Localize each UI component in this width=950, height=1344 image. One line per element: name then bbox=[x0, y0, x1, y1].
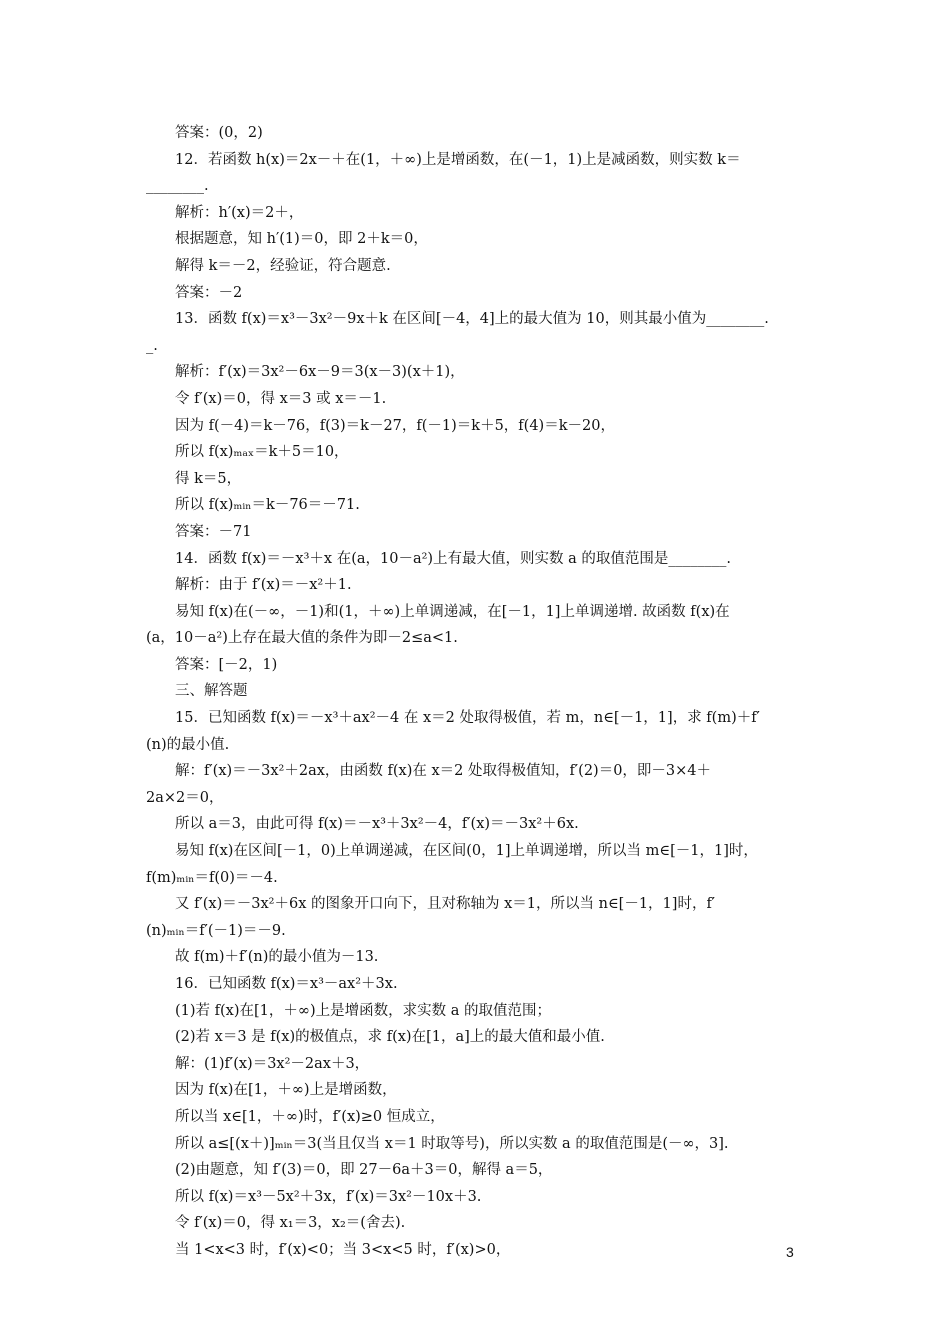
text-line: 答案：(0，2) bbox=[175, 125, 263, 141]
text-line: 所以 f(x)ₘᵢₙ＝k－76＝－71. bbox=[175, 497, 360, 514]
text-line: 16．已知函数 f(x)＝x³－ax²＋3x. bbox=[175, 976, 398, 992]
text-line: (2)由题意，知 f′(3)＝0，即 27－6a＋3＝0，解得 a＝5， bbox=[175, 1162, 553, 1179]
text-line: 又 f′(x)＝－3x²＋6x 的图象开口向下，且对称轴为 x＝1，所以当 n∈[－1，1]时，f′ bbox=[175, 896, 716, 913]
page-number: 3 bbox=[786, 1244, 794, 1260]
text-line: 解：f′(x)＝－3x²＋2ax，由函数 f(x)在 x＝2 处取得极值知，f′(2)＝0，即－3×4＋ bbox=[175, 763, 712, 780]
text-line: _. bbox=[146, 337, 158, 354]
text-line: 14．函数 f(x)＝－x³＋x 在(a，10－a²)上有最大值，则实数 a 的取值范围是________. bbox=[175, 550, 732, 567]
text-line: (n)的最小值. bbox=[146, 736, 230, 753]
text-line: 13．函数 f(x)＝x³－3x²－9x＋k 在区间[－4，4]上的最大值为 10，则其最小值为________. bbox=[175, 311, 769, 328]
text-line: 三、解答题 bbox=[175, 683, 248, 700]
text-line: 易知 f(x)在区间[－1，0)上单调递减，在区间(0，1]上单调递增，所以当 m∈[－1，1]时， bbox=[175, 843, 758, 860]
text-line: 易知 f(x)在(－∞，－1)和(1，＋∞)上单调递减，在[－1，1]上单调递增. 故函数 f(x)在 bbox=[175, 603, 730, 620]
text-line: 令 f′(x)＝0，得 x＝3 或 x＝－1. bbox=[175, 390, 387, 407]
text-line: 根据题意，知 h′(1)＝0，即 2＋k＝0， bbox=[175, 231, 428, 248]
text-line: 答案：－71 bbox=[175, 523, 252, 540]
text-line: 答案：－2 bbox=[175, 284, 243, 301]
text-line: 所以 a＝3，由此可得 f(x)＝－x³＋3x²－4，f′(x)＝－3x²＋6x. bbox=[175, 816, 579, 833]
text-line: ________. bbox=[146, 178, 209, 195]
text-line: 所以 a≤[(x＋)]ₘᵢₙ＝3(当且仅当 x＝1 时取等号)，所以实数 a 的取值范围是(－∞，3]. bbox=[175, 1135, 729, 1152]
text-line: 解析：h′(x)＝2＋， bbox=[175, 204, 304, 221]
text-line: (2)若 x＝3 是 f(x)的极值点，求 f(x)在[1，a]上的最大值和最小值. bbox=[175, 1029, 605, 1046]
text-line: (1)若 f(x)在[1，＋∞)上是增函数，求实数 a 的取值范围； bbox=[175, 1002, 551, 1019]
text-line: 因为 f(－4)＝k－76，f(3)＝k－27，f(－1)＝k＋5，f(4)＝k－20， bbox=[175, 417, 615, 434]
text-line: 所以 f(x)＝x³－5x²＋3x，f′(x)＝3x²－10x＋3. bbox=[175, 1188, 482, 1205]
text-line: 得 k＝5， bbox=[175, 470, 242, 487]
text-line: 2a×2＝0， bbox=[146, 789, 224, 806]
text-line: 因为 f(x)在[1，＋∞)上是增函数， bbox=[175, 1082, 397, 1099]
text-line: 当 1<x<3 时，f′(x)<0；当 3<x<5 时，f′(x)>0， bbox=[175, 1241, 511, 1258]
text-line: 故 f(m)＋f′(n)的最小值为－13. bbox=[175, 949, 379, 966]
text-line: 解：(1)f′(x)＝3x²－2ax＋3， bbox=[175, 1055, 370, 1072]
text-line: f(m)ₘᵢₙ＝f(0)＝－4. bbox=[146, 869, 278, 886]
text-line: 解得 k＝－2，经验证，符合题意. bbox=[175, 257, 391, 274]
text-line: 令 f′(x)＝0，得 x₁＝3，x₂＝(舍去). bbox=[175, 1215, 406, 1232]
text-line: 所以当 x∈[1，＋∞)时，f′(x)≥0 恒成立， bbox=[175, 1108, 445, 1125]
text-line: 15．已知函数 f(x)＝－x³＋ax²－4 在 x＝2 处取得极值，若 m，n∈[－1，1]，求 f(m)＋f′ bbox=[175, 710, 760, 727]
text-line: 答案：[－2，1) bbox=[175, 656, 278, 673]
text-line: 解析：由于 f′(x)＝－x²＋1. bbox=[175, 577, 352, 594]
text-line: 所以 f(x)ₘₐₓ＝k＋5＝10， bbox=[175, 444, 349, 461]
text-line: (n)ₘᵢₙ＝f′(－1)＝－9. bbox=[146, 922, 286, 939]
text-line: (a，10－a²)上存在最大值的条件为即－2≤a<1. bbox=[146, 630, 458, 647]
text-line: 解析：f′(x)＝3x²－6x－9＝3(x－3)(x＋1)， bbox=[175, 364, 465, 381]
document-body bbox=[146, 120, 806, 1264]
text-line: 12．若函数 h(x)＝2x－＋在(1，＋∞)上是增函数，在(－1，1)上是减函数，则实数 k＝ bbox=[175, 151, 741, 168]
